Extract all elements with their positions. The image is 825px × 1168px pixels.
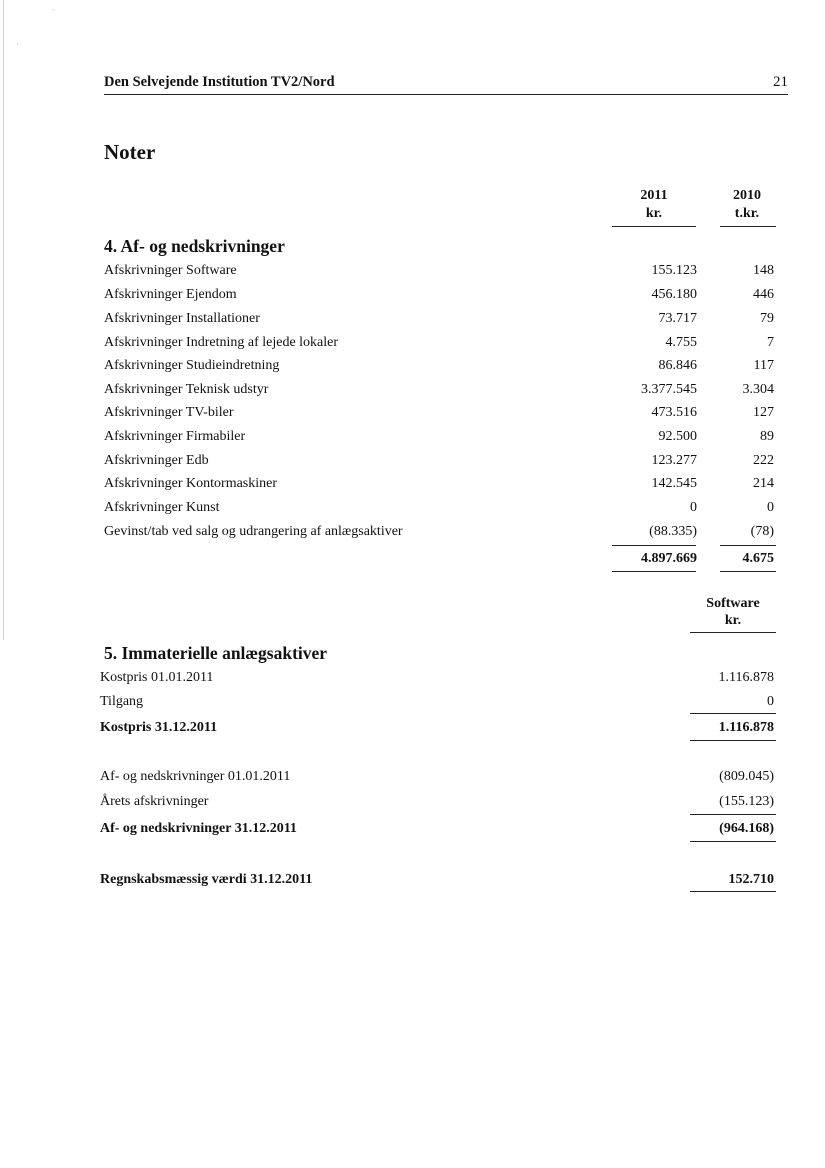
table-row: [0, 287, 825, 309]
page-number: 21: [773, 74, 788, 90]
row-value: 0: [767, 694, 774, 709]
subtotal-rule: [720, 545, 776, 546]
column-software-unit: kr.: [724, 613, 742, 628]
table-row: [0, 429, 825, 451]
row-value: 152.710: [728, 872, 774, 887]
row-value: (809.045): [719, 769, 774, 784]
table-row: [0, 405, 825, 427]
row-label: Kostpris 31.12.2011: [100, 720, 218, 735]
table-row: [0, 524, 825, 546]
subtotal-rule: [690, 814, 776, 815]
table-row: [0, 263, 825, 285]
header-title: Den Selvejende Institution TV2/Nord: [104, 74, 335, 90]
row-label: Afskrivninger Ejendom: [104, 287, 237, 302]
table-row: [0, 769, 825, 791]
total-row: [0, 821, 825, 843]
row-value-2010: 117: [753, 358, 774, 373]
row-value: 1.116.878: [718, 720, 774, 735]
total-value-2011: 4.897.669: [641, 551, 697, 566]
row-value-2010: 3.304: [742, 382, 774, 397]
table-row: [0, 453, 825, 475]
column-underline: [612, 226, 696, 227]
note5-title: 5. Immaterielle anlægsaktiver: [104, 643, 328, 663]
scan-speck: `: [52, 8, 55, 17]
table-row: [0, 500, 825, 522]
row-label: Afskrivninger Edb: [104, 453, 209, 468]
row-label: Afskrivninger TV-biler: [104, 405, 234, 420]
row-label: Afskrivninger Kunst: [104, 500, 220, 515]
total-row: [0, 720, 825, 742]
row-value-2010: 222: [753, 453, 774, 468]
total-underline: [720, 571, 776, 572]
row-value-2011: 456.180: [651, 287, 697, 302]
total-value-2010: 4.675: [742, 551, 774, 566]
column-year-2010: 2010: [733, 188, 761, 203]
row-value-2010: 0: [767, 500, 774, 515]
total-underline: [690, 841, 776, 842]
row-value-2010: 446: [753, 287, 774, 302]
row-value-2011: 155.123: [651, 263, 697, 278]
table-row: [0, 382, 825, 404]
table-row: [0, 311, 825, 333]
row-label: Tilgang: [100, 694, 144, 709]
row-label: Kostpris 01.01.2011: [100, 670, 214, 685]
column-underline: [720, 226, 776, 227]
column-unit-2011: kr.: [645, 206, 663, 221]
row-value-2011: 473.516: [651, 405, 697, 420]
total-underline: [690, 891, 776, 892]
row-value-2010: 148: [753, 263, 774, 278]
table-row: [0, 794, 825, 816]
row-label: Afskrivninger Studieindretning: [104, 358, 280, 373]
total-underline: [612, 571, 696, 572]
row-value: (155.123): [719, 794, 774, 809]
table-row: [0, 358, 825, 380]
row-value-2011: 3.377.545: [641, 382, 697, 397]
row-value: 1.116.878: [718, 670, 774, 685]
row-label: Afskrivninger Software: [104, 263, 237, 278]
row-value: (964.168): [719, 821, 774, 836]
row-label: Regnskabsmæssig værdi 31.12.2011: [100, 872, 313, 887]
row-value-2010: (78): [750, 524, 774, 539]
table-row: [0, 476, 825, 498]
row-label: Afskrivninger Teknisk udstyr: [104, 382, 269, 397]
page-heading: Noter: [104, 140, 156, 164]
row-label: Afskrivninger Indretning af lejede lokaler: [104, 335, 339, 350]
row-value-2010: 7: [767, 335, 774, 350]
row-value-2010: 214: [753, 476, 774, 491]
row-label: Gevinst/tab ved salg og udrangering af anlægsaktiver: [104, 524, 403, 539]
subtotal-rule: [612, 545, 696, 546]
column-underline: [690, 632, 776, 633]
row-value-2011: 0: [690, 500, 697, 515]
row-value-2011: 4.755: [665, 335, 697, 350]
total-underline: [690, 740, 776, 741]
row-value-2011: 92.500: [658, 429, 697, 444]
table-row: [0, 670, 825, 692]
row-value-2010: 79: [760, 311, 774, 326]
page-header: [104, 74, 788, 95]
scan-speck: ·: [16, 40, 19, 49]
row-value-2010: 89: [760, 429, 774, 444]
subtotal-rule: [690, 713, 776, 714]
column-unit-2010: t.kr.: [734, 206, 760, 221]
total-row: [0, 551, 825, 573]
row-label: Afskrivninger Firmabiler: [104, 429, 246, 444]
column-year-2011: 2011: [640, 188, 668, 203]
row-label: Årets afskrivninger: [100, 794, 209, 809]
row-label: Afskrivninger Kontormaskiner: [104, 476, 278, 491]
note4-title: 4. Af- og nedskrivninger: [104, 236, 285, 256]
row-value-2011: (88.335): [649, 524, 697, 539]
row-value-2011: 73.717: [658, 311, 697, 326]
row-value-2011: 86.846: [658, 358, 697, 373]
row-label: Afskrivninger Installationer: [104, 311, 260, 326]
row-label: Af- og nedskrivninger 01.01.2011: [100, 769, 291, 784]
row-label: Af- og nedskrivninger 31.12.2011: [100, 821, 297, 836]
table-row: [0, 335, 825, 357]
row-value-2011: 123.277: [651, 453, 697, 468]
column-software: Software: [706, 596, 760, 611]
row-value-2011: 142.545: [651, 476, 697, 491]
row-value-2010: 127: [753, 405, 774, 420]
